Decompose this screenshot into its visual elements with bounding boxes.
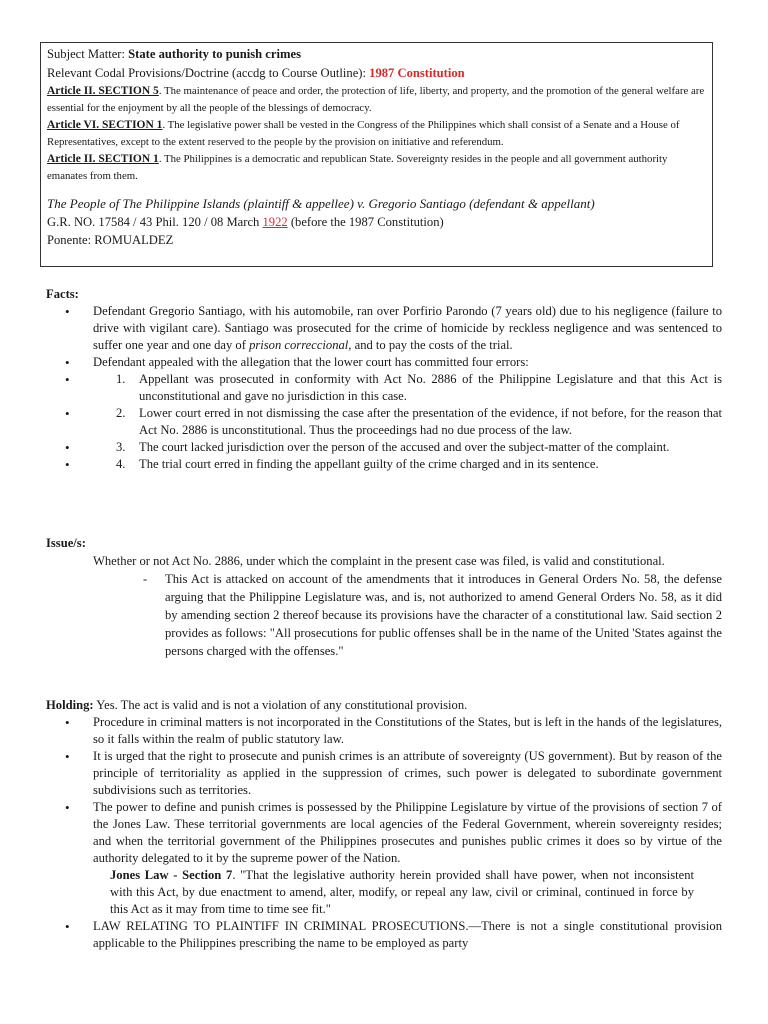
- facts-list: [46, 303, 722, 473]
- gr-prefix: G.R. NO. 17584 / 43 Phil. 120 / 08 March: [47, 215, 263, 229]
- issue-subpoint: [46, 570, 722, 660]
- ponente-line: Ponente: ROMUALDEZ: [47, 233, 174, 247]
- article-text: . The Philippines is a democratic and republican State. Sovereignty resides in the people and all government authority emanates from them.: [47, 153, 668, 182]
- holding-lead-line: [46, 697, 722, 714]
- error-text: The court lacked jurisdiction over the person of the accused and over the subject-matter of the complaint.: [139, 440, 670, 454]
- issues-heading: Issue/s:: [46, 536, 86, 550]
- subject-matter-line: [47, 45, 706, 63]
- subject-label: Subject Matter:: [47, 47, 125, 61]
- holding-list: [46, 714, 722, 952]
- list-item: [46, 303, 722, 354]
- article-provision: [47, 83, 706, 117]
- error-number: • 1.: [116, 372, 126, 386]
- list-item: [46, 456, 722, 473]
- holding-text: Procedure in criminal matters is not incorporated in the Constitutions of the States, but is left in the hands of the legislatures, so it falls within the realm of public statutory law.: [93, 715, 722, 746]
- error-number: • 4.: [116, 457, 126, 471]
- codal-line: [47, 63, 706, 83]
- gr-number-line: [47, 213, 706, 231]
- list-item: [46, 439, 722, 456]
- list-item: [46, 918, 722, 952]
- list-item: [46, 748, 722, 799]
- gr-suffix: (before the 1987 Constitution): [287, 215, 444, 229]
- subject-value: State authority to punish crimes: [128, 47, 301, 61]
- article-provision: [47, 117, 706, 151]
- error-number: • 3.: [116, 440, 126, 454]
- errors-list: [46, 371, 722, 473]
- fact-text: Defendant appealed with the allegation that the lower court has committed four errors:: [93, 355, 529, 369]
- fact-italic: prison correccional,: [249, 338, 352, 352]
- jones-law-label: Jones Law - Section 7: [110, 868, 233, 882]
- case-header-box: [40, 42, 713, 267]
- issues-section: [46, 535, 722, 660]
- article-ref: Article VI. SECTION 1: [47, 119, 163, 131]
- error-text: Appellant was prosecuted in conformity with Act No. 2886 of the Philippine Legislature and that this Act is unconstitutional and gave no jurisdiction in this case.: [139, 372, 722, 403]
- error-text: The trial court erred in finding the appellant guilty of the crime charged and in its sentence.: [139, 457, 599, 471]
- jones-law-quote: [46, 867, 722, 918]
- list-item: [46, 371, 722, 405]
- facts-heading: Facts:: [46, 287, 79, 301]
- article-provision: [47, 151, 706, 185]
- issue-subpoint-text: This Act is attacked on account of the amendments that it introduces in General Orders No. 58, the defense arguing that the Philippine Legislature was, and is, not authorized to amend General Orders No. 58, as it did by amending section 2 thereof because its provisions have the character of a constitutional law. Said section 2 provides as follows: "All prosecutions for public offenses shall be in the name of the United 'States against the persons charged with the offenses.": [165, 572, 722, 658]
- holding-text: The power to define and punish crimes is possessed by the Philippine Legislature by virtue of the provisions of section 7 of the Jones Law. These territorial governments are local agencies of the Federal Government, wherein sovereignty resides; and when the territorial government of the Philippines prosecutes and punishes public crimes it does so by virtue of the authority delegated to it by the supreme power of the Nation.: [93, 800, 722, 865]
- dash-marker: -: [143, 572, 148, 586]
- issue-question: Whether or not Act No. 2886, under which the complaint in the present case was filed, is valid and constitutional.: [93, 554, 665, 568]
- holding-text: LAW RELATING TO PLAINTIFF IN CRIMINAL PROSECUTIONS.—There is not a single constitutional provision applicable to the Philippines prescribing the name to be employed as party: [93, 919, 722, 950]
- article-ref: Article II. SECTION 5: [47, 85, 159, 97]
- holding-lead: Yes. The act is valid and is not a violation of any constitutional provision.: [93, 698, 468, 712]
- holding-section: [46, 697, 722, 952]
- holding-heading: Holding:: [46, 698, 94, 712]
- codal-label: Relevant Codal Provisions/Doctrine (accdg to Course Outline):: [47, 66, 366, 80]
- case-title: The People of The Philippine Islands (plaintiff & appellee) v. Gregorio Santiago (defendant & appellant): [47, 196, 595, 211]
- article-text: . The maintenance of peace and order, the protection of life, liberty, and property, and the promotion of the general welfare are essential for the enjoyment by all the people of the blessings of democracy.: [47, 85, 705, 114]
- codal-value: 1987 Constitution: [369, 66, 465, 80]
- gr-year: 1922: [262, 215, 288, 229]
- error-number: • 2.: [116, 406, 126, 420]
- list-item: [46, 714, 722, 748]
- list-item: [46, 405, 722, 439]
- fact-text-end: and to pay the costs of the trial.: [351, 338, 513, 352]
- list-item: [46, 799, 722, 918]
- fact-text: Defendant Gregorio Santiago, with his automobile, ran over Porfirio Parondo (7 years old) due to his negligence (failure to drive with vigilant care). Santiago was prosecuted for the crime of homicide by reckless negligence and was sentenced to suffer one year and one day of: [93, 304, 722, 352]
- holding-text: It is urged that the right to prosecute and punish crimes is an attribute of sovereignty (US government). But by reason of the principle of territoriality as applied in the suppression of crimes, such power is delegated to subordinate government subdivisions such as territories.: [93, 749, 722, 797]
- jones-law-text: . "That the legislative authority herein provided shall have power, when not inconsistent with this Act, by due enactment to amend, alter, modify, or repeal any law, civil or criminal, continued in force by this Act as it may from time to time see fit.": [110, 868, 694, 916]
- article-ref: Article II. SECTION 1: [47, 153, 159, 165]
- error-text: Lower court erred in not dismissing the case after the presentation of the evidence, if not before, for the reason that Act No. 2886 is unconstitutional. Thus the proceedings had no due process of the law.: [139, 406, 722, 437]
- list-item: [46, 354, 722, 473]
- article-text: . The legislative power shall be vested in the Congress of the Philippines which shall consist of a Senate and a House of Representatives, except to the extent reserved to the people by the provision on initiative and referendum.: [47, 119, 680, 148]
- facts-section: [46, 286, 722, 473]
